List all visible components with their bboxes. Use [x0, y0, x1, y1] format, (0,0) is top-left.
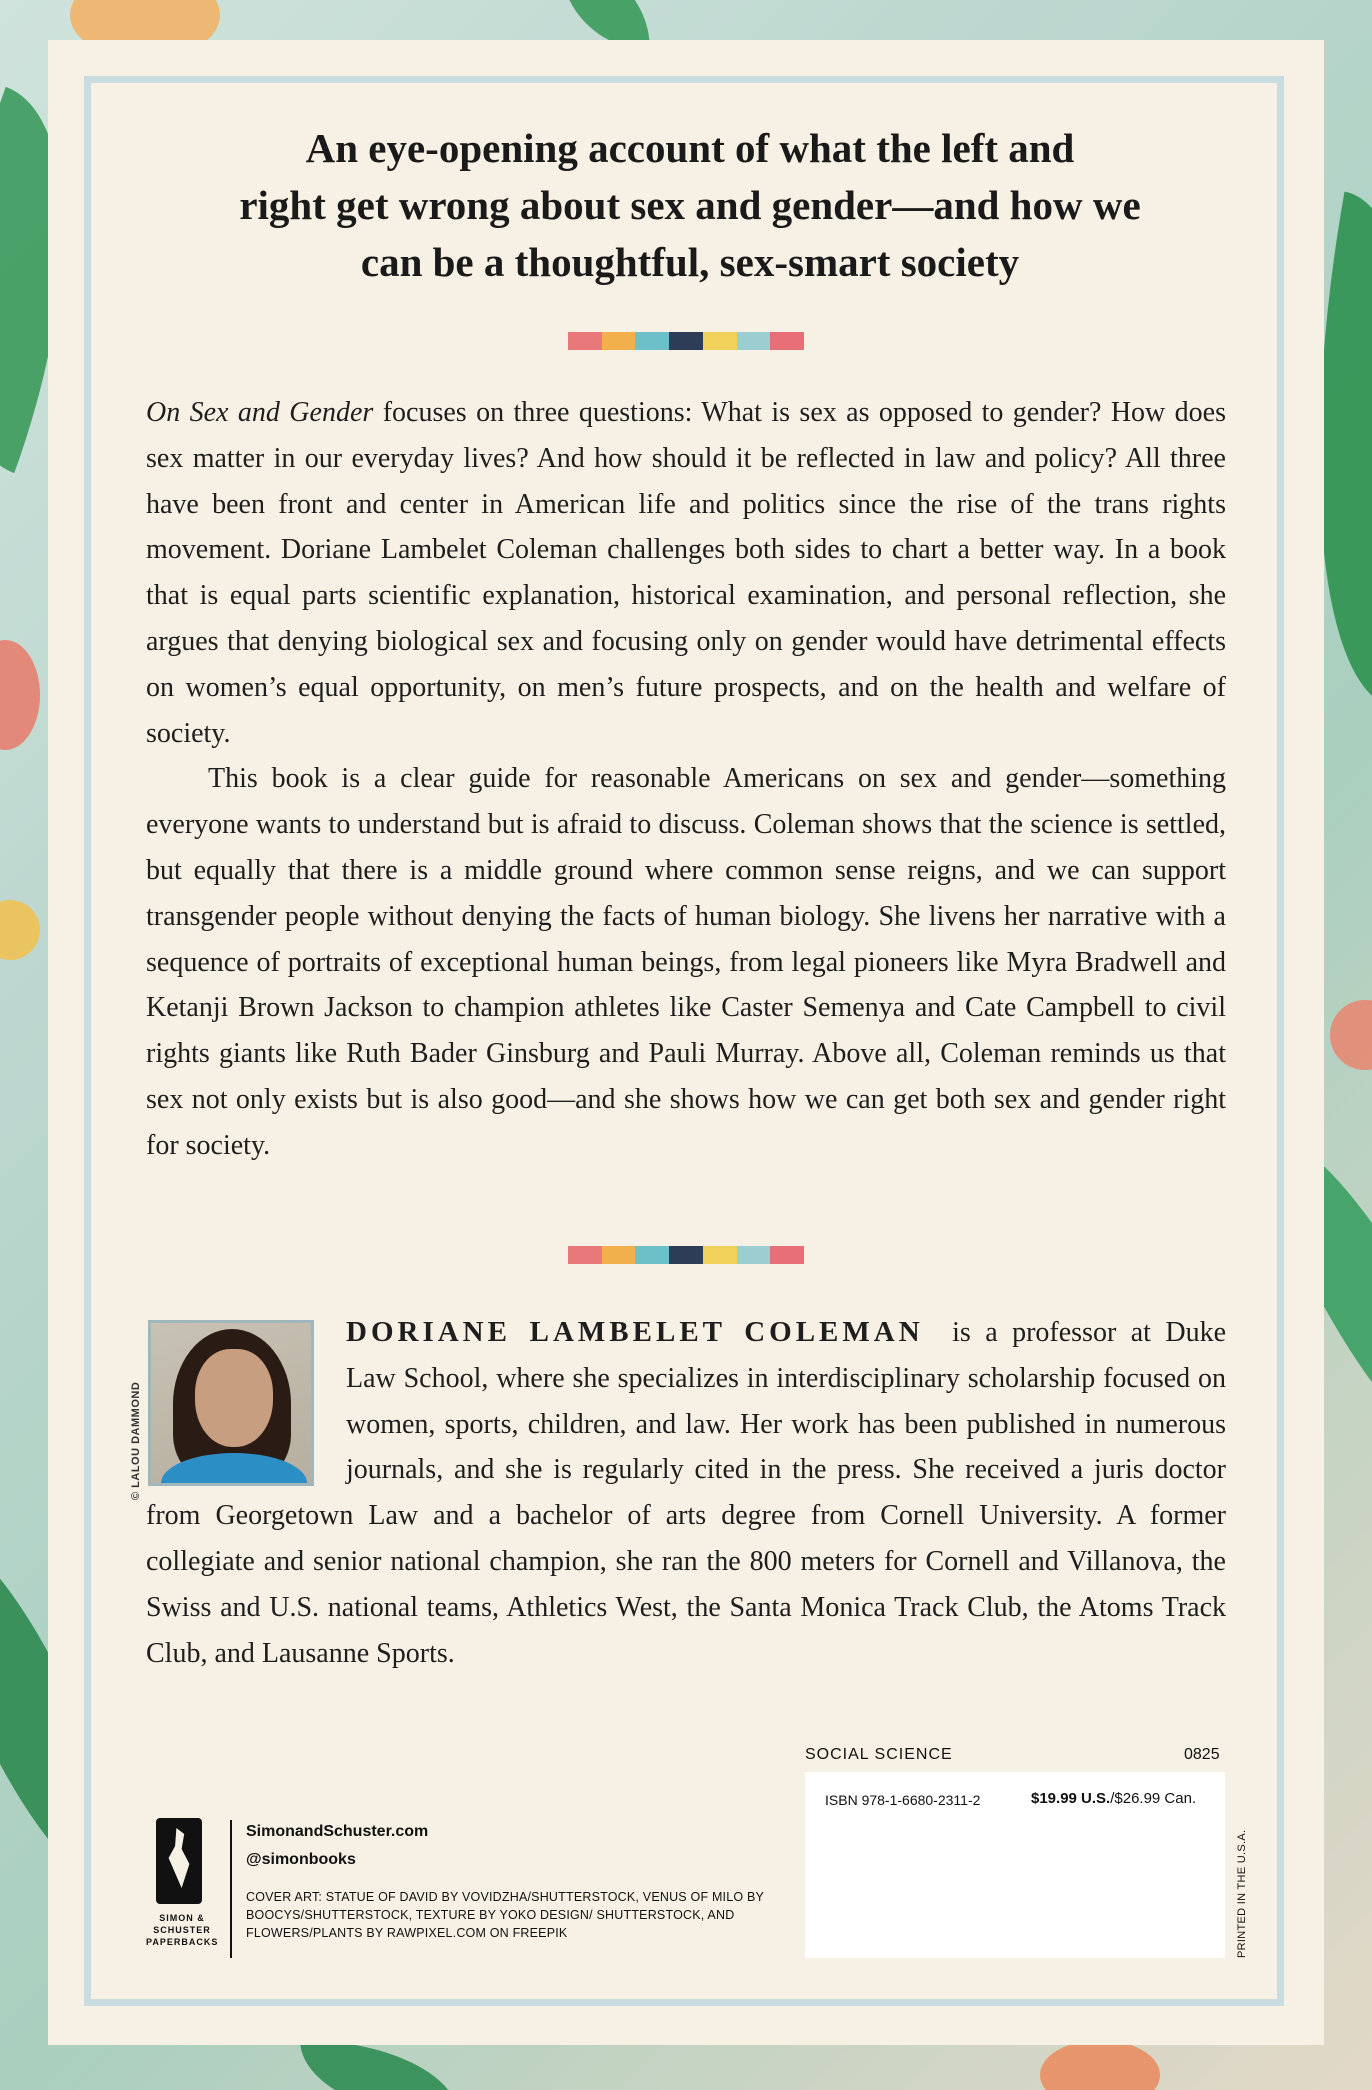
divider-segment [568, 332, 602, 350]
headline-line-2: right get wrong about sex and gender—and how we [239, 182, 1141, 228]
flower-decoration [1330, 1000, 1372, 1070]
photo-credit: © LALOU DAMMOND [130, 1381, 142, 1500]
divider-segment [568, 1246, 602, 1264]
divider-stripe [568, 1246, 804, 1264]
price-us: $19.99 U.S. [1031, 1790, 1111, 1807]
book-title-italic: On Sex and Gender [146, 397, 374, 428]
divider-segment [602, 332, 636, 350]
author-bio-text: is a professor at Duke Law School, where she specializes in interdisciplinary scholarship focused on women, sports, children, and law. Her work has been published in numerous journals, and she is regularly cited in the press. She received a juris doctor from Georgetown Law and a bachelor of arts degree from Cornell University. A former collegiate and senior national champion, she ran the 800 meters for Cornell and Villanova, the Swiss and U.S. national teams, Athletics West, the Santa Monica Track Club, the Atoms Track Club, and Lausanne Sports. [146, 1317, 1227, 1669]
logo-line-3: PAPERBACKS [146, 1937, 219, 1947]
divider-segment [635, 1246, 669, 1264]
logo-line-2: SCHUSTER [153, 1925, 211, 1935]
isbn: ISBN 978-1-6680-2311-2 [825, 1792, 981, 1808]
divider-stripe [568, 332, 804, 350]
logo-divider [230, 1820, 232, 1958]
publisher-contact [246, 1818, 766, 1942]
divider-segment [703, 1246, 737, 1264]
divider-segment [737, 332, 771, 350]
logo-line-1: SIMON & [159, 1913, 205, 1923]
author-bio [146, 1310, 1226, 1676]
book-description [146, 390, 1226, 1169]
release-code: 0825 [1184, 1746, 1220, 1763]
description-text: focuses on three questions: What is sex as opposed to gender? How does sex matter in our everyday lives? And how should it be reflected in law and policy? All three have been front and center in American life and politics since the rise of the trans rights movement. Doriane Lambelet Coleman challenges both sides to chart a better way. In a book that is equal parts scientific explanation, historical examination, and personal reflection, she argues that denying biological sex and focusing only on gender would have detrimental effects on women’s equal opportunity, on men’s future prospects, and on the health and welfare of society. [146, 397, 1226, 749]
leaf-decoration [300, 2040, 460, 2090]
barcode-area [805, 1772, 1225, 1958]
headline-line-3: can be a thoughtful, sex-smart society [360, 239, 1020, 285]
price [1031, 1790, 1196, 1807]
divider-segment [737, 1246, 771, 1264]
flower-decoration [0, 900, 40, 960]
publisher-website: SimonandSchuster.com [246, 1823, 429, 1840]
subject-category: SOCIAL SCIENCE [805, 1746, 953, 1763]
price-can: /$26.99 Can. [1110, 1790, 1197, 1807]
cover-art-credit: COVER ART: STATUE OF DAVID BY VOVIDZHA/SHUTTERSTOCK, VENUS OF MILO BY BOOCYS/SHUTTERSTOCK, TEXTURE BY YOKO DESIGN/ SHUTTERSTOCK, AND FLOWERS/PLANTS BY RAWPIXEL.COM ON FREEPIK [246, 1890, 764, 1940]
divider-segment [770, 1246, 804, 1264]
publisher-handle: @simonbooks [246, 1851, 356, 1868]
divider-segment [602, 1246, 636, 1264]
flower-decoration [1040, 2040, 1160, 2090]
printed-in-label: PRINTED IN THE U.S.A. [1236, 1829, 1248, 1958]
author-name: DORIANE LAMBELET COLEMAN [346, 1316, 924, 1348]
divider-segment [635, 332, 669, 350]
description-paragraph-1 [146, 390, 1226, 756]
author-photo [148, 1320, 314, 1486]
divider-segment [770, 332, 804, 350]
divider-segment [669, 1246, 703, 1264]
flower-decoration [0, 640, 40, 750]
description-paragraph-2: This book is a clear guide for reasonable Americans on sex and gender—something everyone wants to understand but is afraid to discuss. Coleman shows that the science is settled, but equally that there is a middle ground where common sense reigns, and we can support transgender people without denying the facts of human biology. She livens her narrative with a sequence of portraits of exceptional human beings, from legal pioneers like Myra Bradwell and Ketanji Brown Jackson to champion athletes like Caster Semenya and Cate Campbell to civil rights giants like Ruth Bader Ginsburg and Pauli Murray. Above all, Coleman reminds us that sex not only exists but is also good—and she shows how we can get both sex and gender right for society. [146, 763, 1226, 1161]
headline-line-1: An eye-opening account of what the left and [305, 125, 1075, 171]
sower-logo-icon [156, 1818, 202, 1904]
divider-segment [703, 332, 737, 350]
headline [140, 120, 1240, 291]
publisher-logo [146, 1818, 218, 1958]
divider-segment [669, 332, 703, 350]
